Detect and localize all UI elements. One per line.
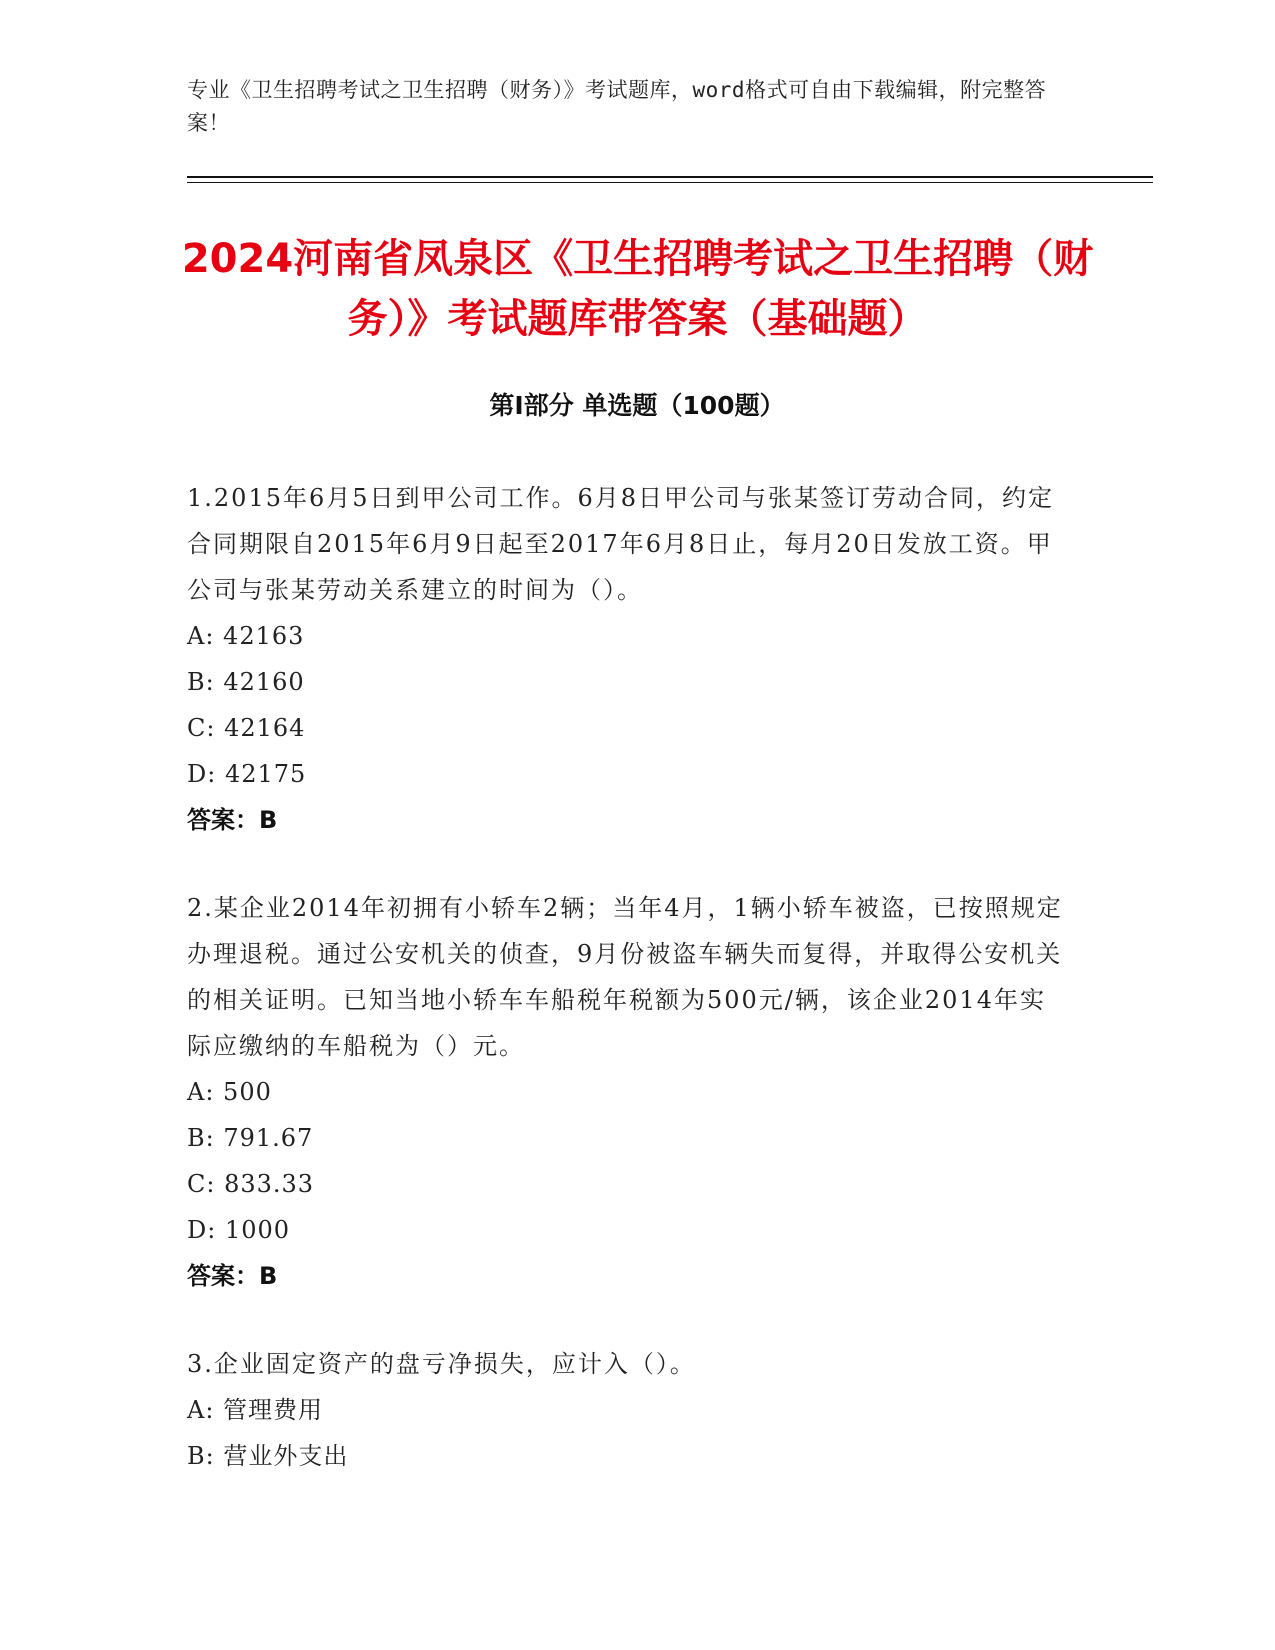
option-d: D: 1000 <box>187 1216 291 1244</box>
question-1 <box>187 475 1067 843</box>
document-title: 2024河南省凤泉区《卫生招聘考试之卫生招聘（财务）》考试题库带答案（基础题） <box>181 236 1094 342</box>
option-a: A: 管理费用 <box>187 1396 324 1424</box>
header-note: 专业《卫生招聘考试之卫生招聘（财务）》考试题库，word格式可自由下载编辑，附完整答案！ <box>187 78 1047 135</box>
answer: 答案：B <box>187 806 278 834</box>
option-a: A: 42163 <box>187 622 305 650</box>
question-2 <box>187 885 1067 1299</box>
question-stem: 3.企业固定资产的盘亏净损失，应计入（）。 <box>187 1350 696 1378</box>
answer: 答案：B <box>187 1262 278 1290</box>
option-d: D: 42175 <box>187 760 307 788</box>
question-3 <box>187 1341 1067 1479</box>
option-b: B: 42160 <box>187 668 305 696</box>
header-divider-thin <box>187 182 1153 183</box>
question-list <box>187 475 1067 1521</box>
option-a: A: 500 <box>187 1078 272 1106</box>
option-c: C: 42164 <box>187 714 306 742</box>
header-divider <box>187 176 1153 178</box>
section-title: 第I部分 单选题（100题） <box>489 391 785 420</box>
question-stem: 2.某企业2014年初拥有小轿车2辆；当年4月，1辆小轿车被盗，已按照规定办理退税。通过公安机关的侦查，9月份被盗车辆失而复得，并取得公安机关的相关证明。已知当地小轿车车船税年税额为500元/辆，该企业2014年实际应缴纳的车船税为（）元。 <box>187 894 1063 1060</box>
question-stem: 1.2015年6月5日到甲公司工作。6月8日甲公司与张某签订劳动合同，约定合同期限自2015年6月9日起至2017年6月8日止，每月20日发放工资。甲公司与张某劳动关系建立的时间为（）。 <box>187 484 1055 604</box>
option-c: C: 833.33 <box>187 1170 315 1198</box>
option-b: B: 791.67 <box>187 1124 314 1152</box>
option-b: B: 营业外支出 <box>187 1442 349 1470</box>
